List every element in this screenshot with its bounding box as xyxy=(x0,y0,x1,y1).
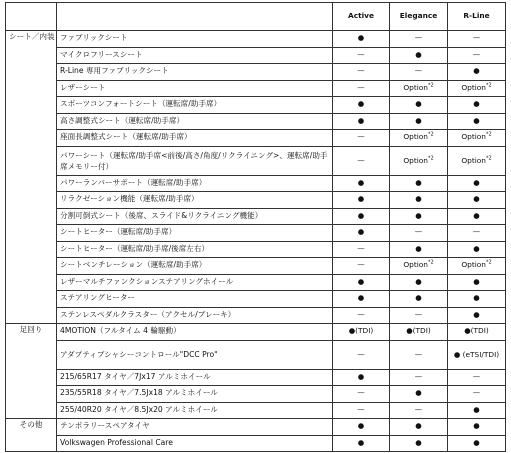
value-text: Option xyxy=(403,260,428,270)
value-cell xyxy=(448,274,506,291)
feature-cell: アダプティブシャシーコントロール"DCC Pro" xyxy=(57,340,333,369)
value-text: — xyxy=(414,33,423,43)
value-text: Option xyxy=(461,155,486,165)
value-cell xyxy=(448,47,506,64)
value-text: ● xyxy=(473,99,480,109)
table-row xyxy=(6,435,506,452)
feature-cell: シートヒーター（運転席/助手席/後席左右） xyxy=(57,241,333,258)
category-cell: その他 xyxy=(6,419,57,452)
spec-table xyxy=(5,2,506,452)
value-text: Option xyxy=(403,82,428,92)
value-text: ● xyxy=(415,194,422,204)
value-cell xyxy=(333,324,390,341)
value-cell xyxy=(448,130,506,147)
table-row xyxy=(6,113,506,130)
value-text: ● xyxy=(415,243,422,253)
header-r-line: R-Line xyxy=(448,3,506,31)
table-row xyxy=(6,307,506,324)
value-cell xyxy=(333,113,390,130)
value-text: — xyxy=(414,371,423,381)
table-row xyxy=(6,340,506,369)
value-text: Option xyxy=(461,82,486,92)
value-text: ● xyxy=(473,115,480,125)
value-cell xyxy=(448,402,506,419)
value-cell xyxy=(390,130,448,147)
value-cell xyxy=(448,291,506,308)
value-text: ● xyxy=(357,210,365,220)
table-row xyxy=(6,291,506,308)
category-cell: シート／内装 xyxy=(6,31,57,324)
value-text: — xyxy=(357,82,365,92)
value-cell xyxy=(390,307,448,324)
value-text: ● xyxy=(473,404,480,414)
feature-cell: ステアリングヒーター xyxy=(57,291,333,308)
value-cell xyxy=(390,386,448,403)
value-text: ● xyxy=(357,99,365,109)
value-cell xyxy=(390,80,448,97)
value-cell xyxy=(448,225,506,242)
table-row xyxy=(6,80,506,97)
value-text: ● xyxy=(415,276,422,286)
value-text: ● xyxy=(473,210,480,220)
value-text: — xyxy=(414,404,423,414)
feature-cell: レザーシート xyxy=(57,80,333,97)
feature-cell: スポーツコンフォートシート（運転席/助手席） xyxy=(57,97,333,114)
table-row xyxy=(6,419,506,436)
value-text: ●(TDI) xyxy=(348,326,374,336)
value-text: — xyxy=(357,66,365,76)
value-cell xyxy=(448,258,506,275)
value-text: ● xyxy=(473,194,480,204)
value-cell xyxy=(390,258,448,275)
value-text: — xyxy=(357,388,365,398)
value-cell xyxy=(390,192,448,209)
value-cell xyxy=(333,435,390,452)
value-cell xyxy=(448,208,506,225)
value-text: Option xyxy=(403,132,428,142)
value-text: ● xyxy=(415,388,422,398)
table-row xyxy=(6,146,506,175)
header-feature xyxy=(57,3,333,31)
feature-cell: シートヒーター（運転席/助手席） xyxy=(57,225,333,242)
value-text: ●(TDI) xyxy=(464,326,489,336)
value-text: — xyxy=(357,260,365,270)
category-cell: 足回り xyxy=(6,324,57,419)
value-cell xyxy=(390,340,448,369)
value-cell xyxy=(390,291,448,308)
value-cell xyxy=(333,291,390,308)
value-text: ● xyxy=(473,243,480,253)
value-text: ● xyxy=(473,309,480,319)
header-elegance: Elegance xyxy=(390,3,448,31)
value-cell xyxy=(333,369,390,386)
value-cell xyxy=(390,274,448,291)
value-cell xyxy=(390,113,448,130)
table-row xyxy=(6,402,506,419)
table-row xyxy=(6,369,506,386)
value-text: ● xyxy=(357,115,365,125)
spec-body xyxy=(6,31,506,452)
value-cell xyxy=(333,402,390,419)
value-cell xyxy=(390,402,448,419)
value-cell xyxy=(448,324,506,341)
value-text: ● xyxy=(415,437,422,447)
feature-cell: リラクゼーション機能（運転席/助手席） xyxy=(57,192,333,209)
value-cell xyxy=(448,419,506,436)
feature-cell: ファブリックシート xyxy=(57,31,333,48)
value-cell xyxy=(448,369,506,386)
table-row xyxy=(6,274,506,291)
value-text: — xyxy=(472,33,481,43)
value-text: ● xyxy=(473,437,480,447)
footnote-mark: *2 xyxy=(485,155,492,162)
value-cell xyxy=(448,97,506,114)
footnote-mark: *2 xyxy=(485,132,492,139)
value-text: — xyxy=(472,227,481,237)
value-text: — xyxy=(414,309,423,319)
value-cell xyxy=(448,340,506,369)
table-row xyxy=(6,192,506,209)
feature-cell: パワーシート（運転席/助手席<前後/高さ/角度/リクライニング>、運転席/助手席メモリー付） xyxy=(57,146,333,175)
value-text: ●(TDI) xyxy=(406,326,431,336)
value-cell xyxy=(333,241,390,258)
table-row xyxy=(6,386,506,403)
value-cell xyxy=(448,146,506,175)
value-text: ● xyxy=(357,177,365,187)
footnote-mark: *2 xyxy=(427,132,434,139)
value-cell xyxy=(333,340,390,369)
value-cell xyxy=(333,419,390,436)
table-row xyxy=(6,31,506,48)
value-text: — xyxy=(357,132,365,142)
value-text: — xyxy=(357,309,365,319)
value-text: Option xyxy=(403,155,428,165)
value-cell xyxy=(333,208,390,225)
value-cell xyxy=(448,241,506,258)
footnote-mark: *2 xyxy=(485,82,492,89)
table-row xyxy=(6,241,506,258)
value-cell xyxy=(390,146,448,175)
value-cell xyxy=(448,175,506,192)
value-text: ● xyxy=(357,437,365,447)
header-row xyxy=(6,3,506,31)
value-cell xyxy=(333,258,390,275)
feature-cell: 215/65R17 タイヤ／7Jx17 アルミホイール xyxy=(57,369,333,386)
spec-sheet xyxy=(5,2,505,452)
feature-cell: 235/55R18 タイヤ／7.5Jx18 アルミホイール xyxy=(57,386,333,403)
footnote-mark: *2 xyxy=(485,260,492,267)
value-text: — xyxy=(357,155,365,165)
footnote-mark: *2 xyxy=(427,155,434,162)
table-row xyxy=(6,47,506,64)
value-cell xyxy=(390,97,448,114)
value-cell xyxy=(333,386,390,403)
table-row xyxy=(6,64,506,81)
feature-cell: テンポラリースペアタイヤ xyxy=(57,419,333,436)
value-cell xyxy=(390,175,448,192)
footnote-mark: *2 xyxy=(427,82,434,89)
feature-cell: 座面長調整式シート（運転席/助手席） xyxy=(57,130,333,147)
value-text: ● xyxy=(473,276,480,286)
value-text: — xyxy=(472,371,481,381)
value-cell xyxy=(333,130,390,147)
value-cell xyxy=(448,435,506,452)
table-row xyxy=(6,324,506,341)
value-cell xyxy=(390,225,448,242)
value-text: ● xyxy=(473,421,480,431)
value-cell xyxy=(448,192,506,209)
feature-cell: ステンレスペダルクラスター（アクセル/ブレーキ） xyxy=(57,307,333,324)
table-row xyxy=(6,208,506,225)
value-text: — xyxy=(357,243,365,253)
header-active: Active xyxy=(333,3,390,31)
value-text: ● xyxy=(473,66,480,76)
value-cell xyxy=(333,146,390,175)
value-cell xyxy=(333,31,390,48)
footnote-mark: *2 xyxy=(427,260,434,267)
value-cell xyxy=(333,192,390,209)
feature-cell: 4MOTION（フルタイム 4 輪駆動） xyxy=(57,324,333,341)
value-text: ● xyxy=(357,371,365,381)
value-cell xyxy=(333,225,390,242)
value-text: ● xyxy=(357,33,365,43)
value-cell xyxy=(333,64,390,81)
feature-cell: R-Line 専用ファブリックシート xyxy=(57,64,333,81)
value-text: ● xyxy=(415,210,422,220)
value-cell xyxy=(390,47,448,64)
value-cell xyxy=(390,324,448,341)
feature-cell: マイクロフリースシート xyxy=(57,47,333,64)
table-row xyxy=(6,225,506,242)
value-text: — xyxy=(357,49,365,59)
value-text: ● xyxy=(357,421,365,431)
value-text: ● xyxy=(415,49,422,59)
value-cell xyxy=(448,113,506,130)
value-cell xyxy=(448,80,506,97)
feature-cell: レザーマルチファンクションステアリングホイール xyxy=(57,274,333,291)
value-cell xyxy=(390,419,448,436)
value-cell xyxy=(448,386,506,403)
value-cell xyxy=(390,435,448,452)
value-text: — xyxy=(414,349,423,359)
value-text: — xyxy=(357,404,365,414)
value-text: ● xyxy=(473,177,480,187)
feature-cell: 分割可倒式シート（後席、スライド&リクライニング機能） xyxy=(57,208,333,225)
value-text: ● xyxy=(415,293,422,303)
value-text: — xyxy=(357,349,365,359)
value-cell xyxy=(333,274,390,291)
value-cell xyxy=(448,31,506,48)
feature-cell: 高さ調整式シート（運転席/助手席） xyxy=(57,113,333,130)
feature-cell: パワーランバーサポート（運転席/助手席） xyxy=(57,175,333,192)
value-text: ● xyxy=(357,293,365,303)
value-text: — xyxy=(472,49,481,59)
value-cell xyxy=(333,80,390,97)
value-text: ● xyxy=(357,194,365,204)
value-cell xyxy=(390,369,448,386)
feature-cell: 255/40R20 タイヤ／8.5Jx20 アルミホイール xyxy=(57,402,333,419)
value-text: — xyxy=(472,388,481,398)
value-cell xyxy=(390,241,448,258)
header-category xyxy=(6,3,57,31)
table-row xyxy=(6,130,506,147)
table-row xyxy=(6,258,506,275)
value-text: ● xyxy=(415,177,422,187)
value-cell xyxy=(390,64,448,81)
value-text: ● xyxy=(415,421,422,431)
value-text: ● xyxy=(415,115,422,125)
value-text: ● xyxy=(357,227,365,237)
value-text: ● xyxy=(357,276,365,286)
table-row xyxy=(6,175,506,192)
value-cell xyxy=(448,64,506,81)
value-cell xyxy=(333,47,390,64)
value-cell xyxy=(333,307,390,324)
feature-cell: Volkswagen Professional Care xyxy=(57,435,333,452)
value-text: Option xyxy=(461,132,486,142)
value-text: — xyxy=(414,227,423,237)
feature-cell: シートベンチレーション（運転席/助手席） xyxy=(57,258,333,275)
value-text: Option xyxy=(461,260,486,270)
value-text: ● (eTSI/TDI) xyxy=(453,349,500,359)
value-cell xyxy=(448,307,506,324)
value-cell xyxy=(333,97,390,114)
value-text: ● xyxy=(473,293,480,303)
value-cell xyxy=(390,208,448,225)
value-text: — xyxy=(414,66,423,76)
value-cell xyxy=(390,31,448,48)
value-text: ● xyxy=(415,99,422,109)
value-cell xyxy=(333,175,390,192)
table-row xyxy=(6,97,506,114)
